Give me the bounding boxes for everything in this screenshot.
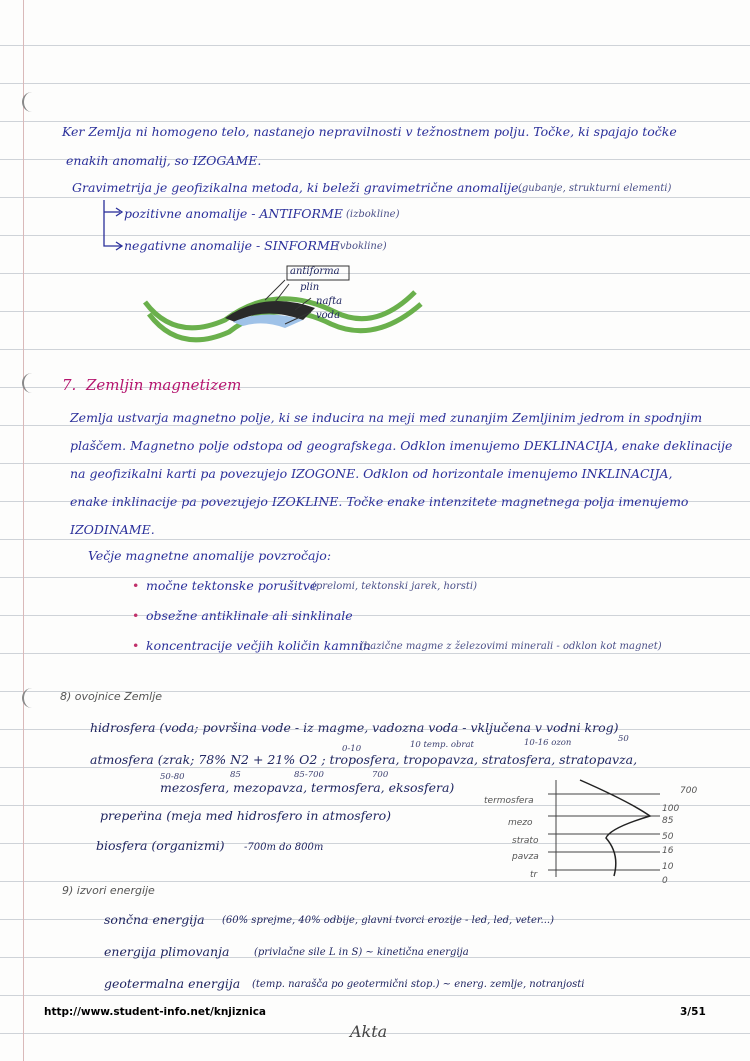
side-note: (privlačne sile L in S) ~ kinetična energija xyxy=(254,947,469,958)
side-note: (bazične magme z železovimi minerali - odklon kot magnet) xyxy=(360,641,662,652)
side-note: -700m do 800m xyxy=(244,842,324,853)
text-line: Ker Zemlja ni homogeno telo, nastanejo nepravilnosti v težnostnem polju. Točke, ki spajajo točke xyxy=(62,124,677,139)
text-line: negativne anomalije - SINFORME xyxy=(124,238,339,253)
text-line: pozitivne anomalije - ANTIFORME xyxy=(124,206,343,221)
note: 10 temp. obrat xyxy=(410,740,474,750)
text-line: enake inklinacije pa povezujejo IZOKLINE. Točke enake intenzitete magnetnega polja imenujemo xyxy=(70,494,689,509)
section-header: 9) izvori energije xyxy=(62,884,155,897)
margin-line xyxy=(23,0,24,1061)
diagram-label: voda xyxy=(316,310,341,321)
note: 700 xyxy=(372,770,389,780)
graph-label: 85 xyxy=(662,816,674,826)
text-line: mezosfera, mezopavza, termosfera, eksosfera) xyxy=(160,780,455,795)
text-line: Zemlja ustvarja magnetno polje, ki se inducira na meji med zunanjim Zemljinim jedrom in spodnjim xyxy=(70,410,703,425)
graph-label: 50 xyxy=(662,832,674,842)
note: 50-80 xyxy=(160,772,185,782)
note: 85-700 xyxy=(294,770,324,780)
graph-label: termosfera xyxy=(484,796,534,806)
diagram-label: plin xyxy=(300,282,320,293)
graph-label: 16 xyxy=(662,846,674,856)
bullet-icon: • xyxy=(132,608,140,623)
diagram-label: nafta xyxy=(316,296,343,307)
side-note: (gubanje, strukturni elementi) xyxy=(518,183,672,194)
text-line: biosfera (organizmi) xyxy=(96,838,225,853)
text-line: hidrosfera (voda; površina vode - iz magme, vadozna voda - vključena v vodni krog) xyxy=(90,720,619,735)
side-note: (temp. narašča po geotermični stop.) ~ energ. zemlje, notranjosti xyxy=(252,979,585,990)
atmosphere-sketch xyxy=(540,772,670,882)
graph-label: 100 xyxy=(662,804,680,814)
graph-label: 0 xyxy=(662,876,668,886)
side-note: (60% sprejme, 40% odbije, glavni tvorci erozije - led, led, veter...) xyxy=(222,915,554,926)
signature: Akta xyxy=(350,1022,388,1041)
graph-label: mezo xyxy=(508,818,533,828)
text-line: na geofizikalni karti pa povezujejo IZOGONE. Odklon od horizontale imenujemo INKLINACIJA, xyxy=(70,466,673,481)
bullet-icon: • xyxy=(132,638,140,653)
binder-hole xyxy=(22,92,38,112)
text-line: IZODINAME. xyxy=(70,522,155,537)
text-line: atmosfera (zrak; 78% N2 + 21% O2 ; troposfera, tropopavza, stratosfera, stratopavza, xyxy=(90,752,638,767)
text-line: Gravimetrija je geofizikalna metoda, ki beleži gravimetrične anomalije. xyxy=(72,180,523,195)
graph-label: tr xyxy=(530,870,538,880)
list-item: obsežne antiklinale ali sinklinale xyxy=(146,608,353,623)
binder-hole xyxy=(22,373,38,393)
graph-label: 10 xyxy=(662,862,674,872)
list-item: energija plimovanja xyxy=(104,944,230,959)
section-number: 7. xyxy=(62,376,77,394)
section-header: 8) ovojnice Zemlje xyxy=(60,690,163,703)
graph-label: 700 xyxy=(680,786,698,796)
bullet-icon: • xyxy=(132,578,140,593)
side-note: (izbokline) xyxy=(346,209,400,220)
note: 10-16 ozon xyxy=(524,738,572,748)
note: 0-10 xyxy=(342,744,362,754)
side-note: (prelomi, tektonski jarek, horsti) xyxy=(312,581,477,592)
note: 50 xyxy=(618,734,629,744)
section-title: Zemljin magnetizem xyxy=(86,376,242,394)
list-item: koncentracije večjih količin kamnin xyxy=(146,638,371,653)
list-item: geotermalna energija xyxy=(104,976,241,991)
page-number: 3/51 xyxy=(680,1006,706,1018)
note: 85 xyxy=(230,770,241,780)
side-note: (vbokline) xyxy=(336,241,387,252)
binder-hole xyxy=(22,688,38,708)
text-line: enakih anomalij, so IZOGAME. xyxy=(66,153,262,168)
list-item: močne tektonske porušitve xyxy=(146,578,318,593)
text-line: Večje magnetne anomalije povzročajo: xyxy=(88,548,332,563)
diagram-label: antiforma xyxy=(290,266,340,277)
graph-label: pavza xyxy=(512,852,539,862)
list-item: sončna energija xyxy=(104,912,205,927)
graph-label: strato xyxy=(512,836,539,846)
text-line: prepeṙina (meja med hidrosfero in atmosfero) xyxy=(100,808,392,823)
source-url: http://www.student-info.net/knjiznica xyxy=(44,1006,266,1018)
text-line: plaščem. Magnetno polje odstopa od geografskega. Odklon imenujemo DEKLINACIJA, enake deklinacije xyxy=(70,438,733,453)
